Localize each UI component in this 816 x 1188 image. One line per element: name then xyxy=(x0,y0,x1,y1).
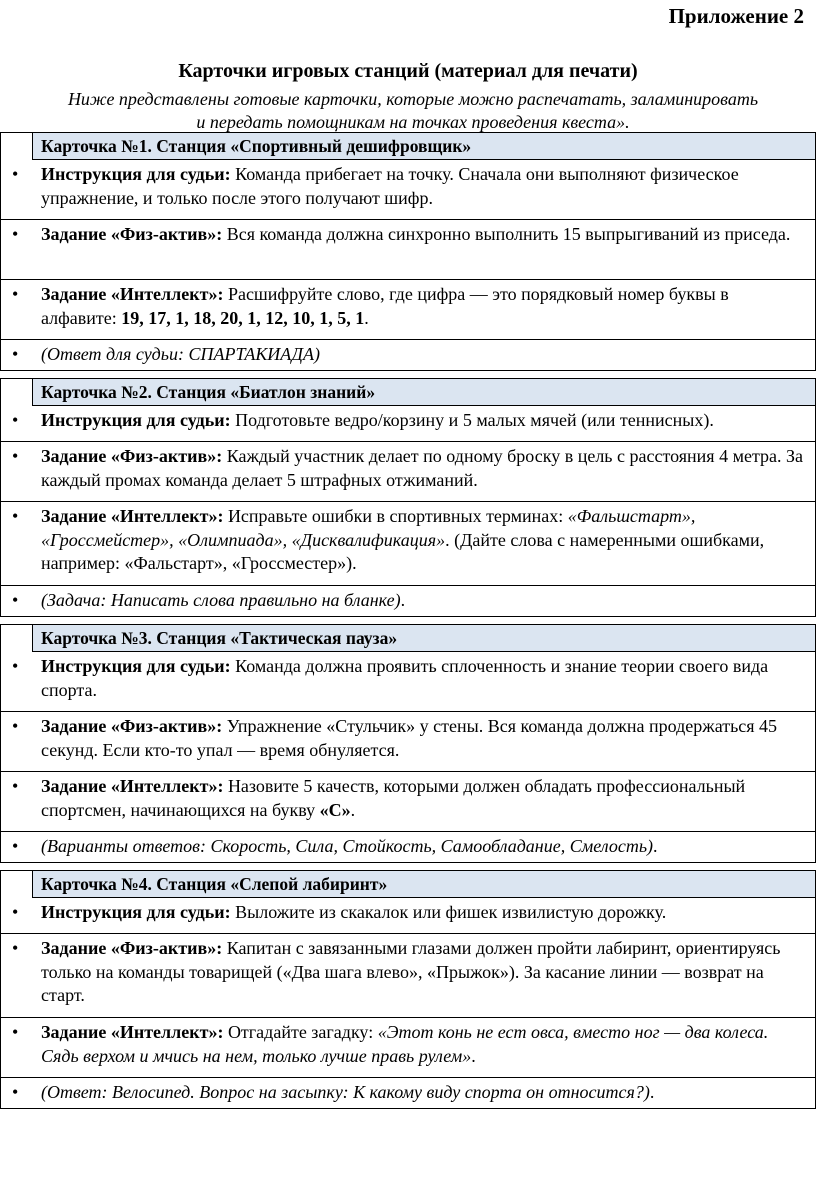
row-answer: (Варианты ответов: Скорость, Сила, Стойкость, Самообладание, Смелость) xyxy=(41,836,653,856)
bullet-icon: • xyxy=(12,836,19,856)
row-tail: . xyxy=(364,307,369,328)
row-text: Назовите 5 качеств, которыми должен обладать профессиональный спортсмен, начинающихся на букву xyxy=(41,776,746,820)
card-row xyxy=(1,712,815,772)
card-row xyxy=(1,586,815,616)
bullet-icon: • xyxy=(12,902,19,922)
bullet-icon: • xyxy=(12,506,19,526)
card-title: Карточка №3. Станция «Тактическая пауза» xyxy=(33,625,815,652)
row-tail: . xyxy=(400,590,406,610)
bullet-icon: • xyxy=(12,716,19,736)
row-bold-text: «С» xyxy=(319,799,351,820)
bullet-icon: • xyxy=(12,164,19,184)
card-row xyxy=(1,772,815,832)
bullet-icon: • xyxy=(12,656,19,676)
bullet-icon: • xyxy=(12,1022,19,1042)
card-row xyxy=(1,898,815,934)
subtitle-line-2: и передать помощникам на точках проведения квеста». xyxy=(196,112,630,132)
station-card xyxy=(0,378,816,617)
row-text: Капитан с завязанными глазами должен пройти лабиринт, ориентируясь только на команды товарищей («Два шага влево», «Прыжок»). За касание линии — возврат на старт. xyxy=(41,938,781,1005)
row-answer: (Ответ: Велосипед. Вопрос на засыпку: К какому виду спорта он относится?) xyxy=(41,1082,650,1102)
row-italic-text: «Этот конь не ест овса, вместо ног — два колеса. Сядь верхом и мчись на нем, только лучше правь рулем» xyxy=(41,1022,769,1066)
row-italic-text: «Фальшстарт», «Гроссмейстер», «Олимпиада», «Дисквалификация» xyxy=(41,506,696,550)
row-label: Инструкция для судьи: xyxy=(41,902,231,922)
card-row xyxy=(1,934,815,1018)
row-text: Упражнение «Стульчик» у стены. Вся команда должна продержаться 45 секунд. Если кто-то упал — время обнуляется. xyxy=(41,716,778,760)
bullet-icon: • xyxy=(12,224,19,244)
row-bold-text: 19, 17, 1, 18, 20, 1, 12, 10, 1, 5, 1 xyxy=(121,307,365,328)
row-answer: (Задача: Написать слова правильно на бланке) xyxy=(41,590,401,610)
bullet-icon: • xyxy=(12,446,19,466)
header-divider xyxy=(32,625,33,652)
card-row xyxy=(1,1018,815,1078)
subtitle-line-1: Ниже представлены готовые карточки, которые можно распечатать, заламинировать xyxy=(67,89,759,109)
row-tail: . (Дайте слова с намеренными ошибками, например: «Фальстарт», «Гроссместер»). xyxy=(41,529,765,573)
row-tail: . xyxy=(350,799,356,820)
row-label: Задание «Физ-актив»: xyxy=(41,224,223,244)
card-row xyxy=(1,340,815,370)
card-row xyxy=(1,832,815,862)
page-title: Карточки игровых станций (материал для печати) xyxy=(178,60,638,82)
row-tail: . xyxy=(649,1082,655,1102)
card-row xyxy=(1,502,815,586)
row-label: Задание «Физ-актив»: xyxy=(41,716,223,736)
card-row xyxy=(1,280,815,340)
station-card xyxy=(0,624,816,863)
row-text: Команда должна проявить сплоченность и знание теории своего вида спорта. xyxy=(41,656,769,700)
row-text: Выложите из скакалок или фишек извилистую дорожку. xyxy=(230,902,667,922)
row-text: Расшифруйте слово, где цифра — это порядковый номер буквы в алфавите: xyxy=(41,284,729,328)
header-divider xyxy=(32,379,33,406)
header-divider xyxy=(32,133,33,160)
bullet-icon: • xyxy=(12,344,19,364)
card-row xyxy=(1,1078,815,1108)
header-divider xyxy=(32,871,33,898)
bullet-icon: • xyxy=(12,938,19,958)
station-card xyxy=(0,132,816,371)
station-card xyxy=(0,870,816,1109)
card-title: Карточка №2. Станция «Биатлон знаний» xyxy=(33,379,815,406)
bullet-icon: • xyxy=(12,1082,19,1102)
row-label: Задание «Физ-актив»: xyxy=(41,446,223,466)
row-text: Отгадайте загадку: xyxy=(223,1022,378,1042)
row-text: Вся команда должна синхронно выполнить 15 выпрыгиваний из приседа. xyxy=(222,224,791,244)
card-row xyxy=(1,220,815,280)
bullet-icon: • xyxy=(12,410,19,430)
card-row xyxy=(1,160,815,220)
appendix-label: Приложение 2 xyxy=(668,4,804,28)
row-label: Инструкция для судьи: xyxy=(41,656,231,676)
row-label: Инструкция для судьи: xyxy=(41,164,231,184)
row-tail: . xyxy=(653,836,658,856)
row-text: Исправьте ошибки в спортивных терминах: xyxy=(223,506,568,526)
bullet-icon: • xyxy=(12,590,19,610)
card-title: Карточка №1. Станция «Спортивный дешифровщик» xyxy=(33,133,815,160)
row-label: Задание «Физ-актив»: xyxy=(41,938,223,958)
row-label: Инструкция для судьи: xyxy=(41,410,231,430)
card-row xyxy=(1,652,815,712)
card-row xyxy=(1,406,815,442)
card-title: Карточка №4. Станция «Слепой лабиринт» xyxy=(33,871,815,898)
bullet-icon: • xyxy=(12,284,19,304)
bullet-icon: • xyxy=(12,776,19,796)
row-tail: . xyxy=(471,1045,476,1066)
row-answer: (Ответ для судьи: СПАРТАКИАДА) xyxy=(41,344,320,364)
row-text: Каждый участник делает по одному броску в цель с расстояния 4 метра. За каждый промах команда делает 5 штрафных отжиманий. xyxy=(41,446,804,490)
row-text: Подготовьте ведро/корзину и 5 малых мячей (или теннисных). xyxy=(230,410,714,430)
row-text: Команда прибегает на точку. Сначала они выполняют физическое упражнение, и только после этого получают шифр. xyxy=(41,164,739,208)
row-label: Задание «Интеллект»: xyxy=(41,776,224,796)
row-label: Задание «Интеллект»: xyxy=(41,284,224,304)
row-label: Задание «Интеллект»: xyxy=(41,1022,224,1042)
page-subtitle xyxy=(28,88,798,134)
row-label: Задание «Интеллект»: xyxy=(41,506,224,526)
card-row xyxy=(1,442,815,502)
